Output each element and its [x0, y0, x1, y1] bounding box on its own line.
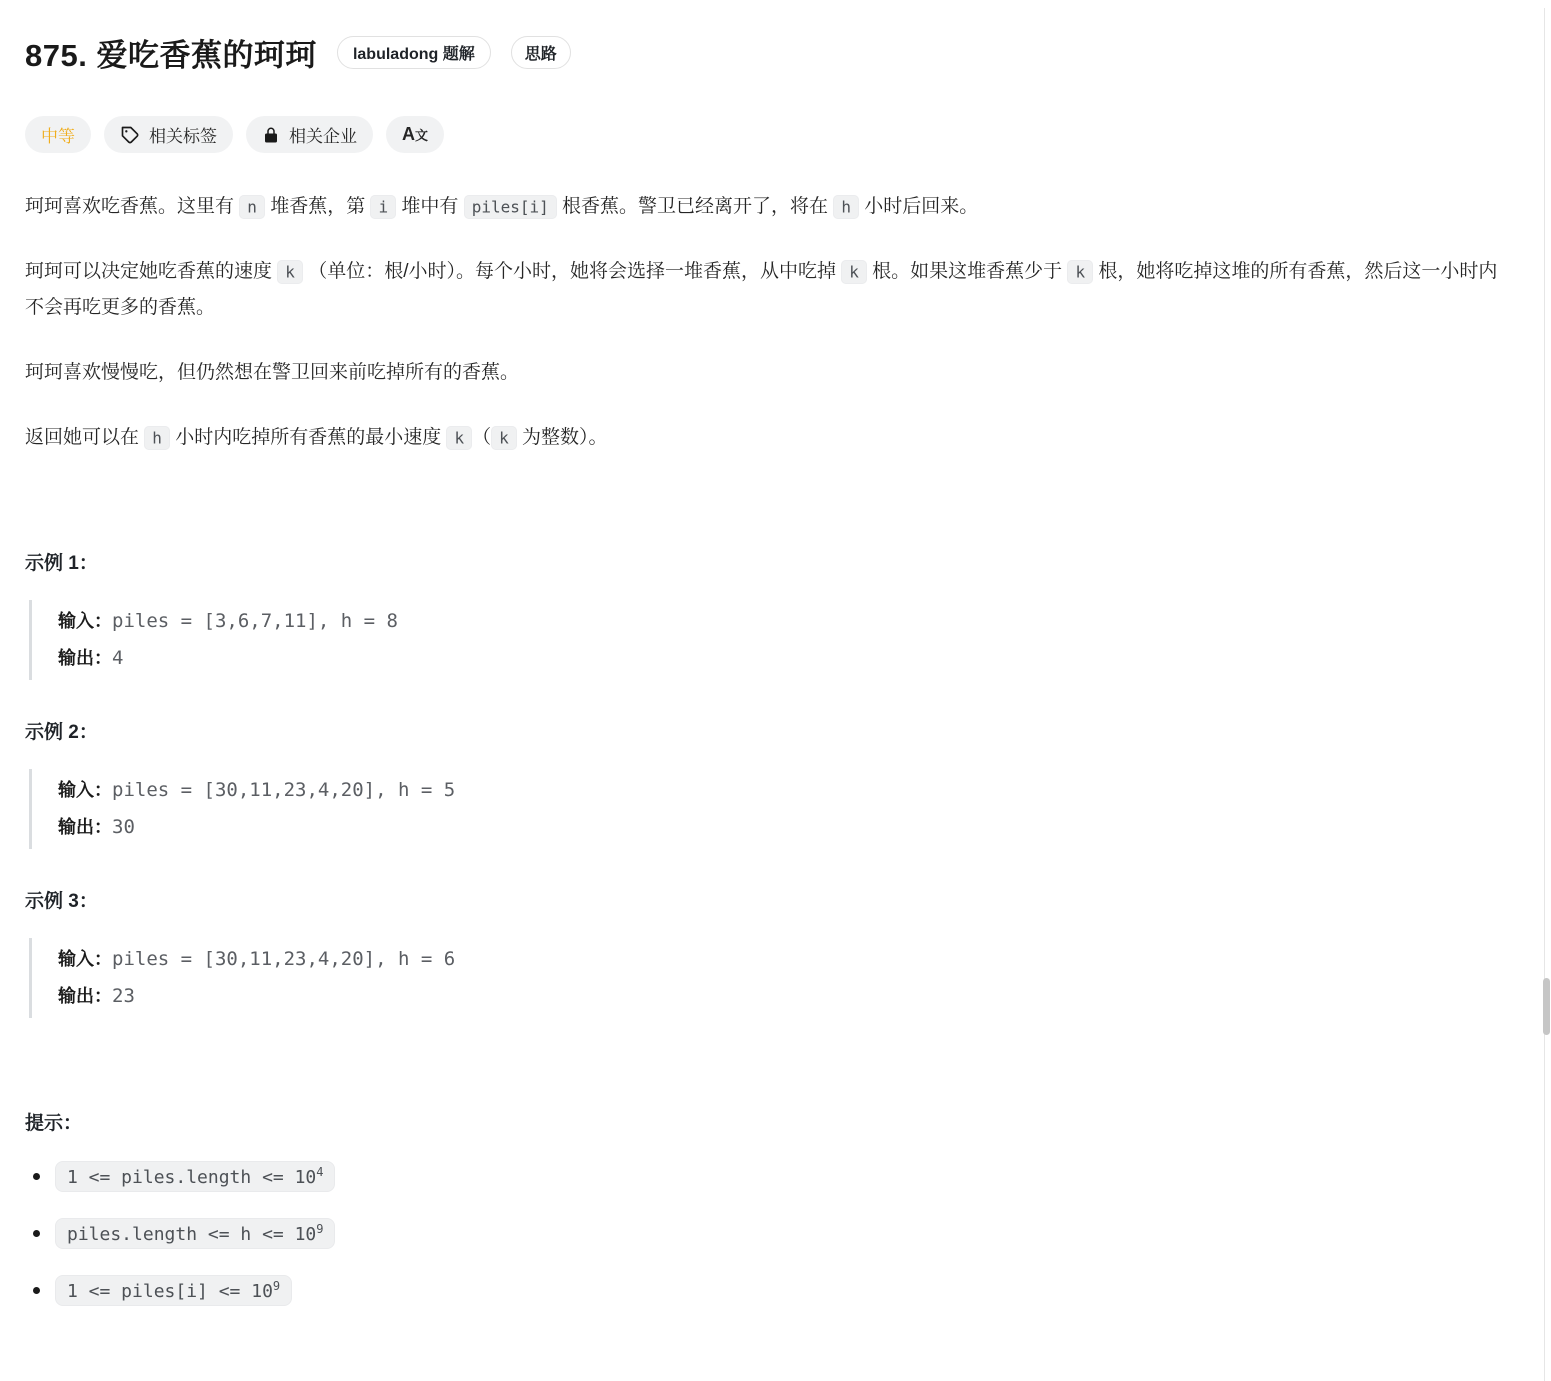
constraint-code: piles.length <= $h <= 10^9$ — [55, 1218, 335, 1249]
example-3-block — [29, 938, 1503, 1018]
example-1-output-line — [58, 640, 1503, 677]
example-1-block — [29, 600, 1503, 680]
page-title: 875. 爱吃香蕉的珂珂 — [25, 38, 317, 73]
input-value: piles = [30,11,23,4,20], h = 6 — [112, 948, 456, 970]
labuladong-solution-badge[interactable]: labuladong 题解 — [337, 36, 491, 69]
input-value: piles = [30,11,23,4,20], h = 5 — [112, 779, 456, 801]
statement-paragraph-2: 珂珂可以决定她吃香蕉的速度 k （单位：根/小时）。每个小时，她将会选择一堆香蕉，从中吃掉 k 根。如果这堆香蕉少于 k 根，她将吃掉这堆的所有香蕉，然后这一小时内不会再吃更多的香蕉。 — [25, 261, 1498, 318]
constraints-heading: 提示： — [25, 1113, 83, 1134]
lock-icon — [262, 126, 280, 144]
inline-code: k — [277, 260, 303, 284]
example-3-heading: 示例 3： — [25, 891, 98, 912]
example-2-heading: 示例 2： — [25, 722, 98, 743]
constraint-code: 1 <= piles[i] <= $10^9$ — [55, 1275, 292, 1306]
output-label: 输出： — [58, 648, 112, 668]
inline-code: piles[i] — [464, 195, 557, 219]
idea-badge[interactable]: 思路 — [511, 36, 571, 69]
constraint-item — [25, 1275, 1503, 1306]
example-2-input-line — [58, 772, 1503, 809]
inline-code: n — [239, 195, 265, 219]
statement-paragraph-4: 返回她可以在 h 小时内吃掉所有香蕉的最小速度 k （ k 为整数）。 — [25, 427, 608, 448]
difficulty-label: 中等 — [41, 127, 75, 146]
inline-code: k — [491, 426, 517, 450]
inline-code: k — [1067, 260, 1093, 284]
related-tags-button[interactable] — [104, 116, 233, 153]
example-2-block — [29, 769, 1503, 849]
example-2-output-line — [58, 809, 1503, 846]
output-label: 输出： — [58, 817, 112, 837]
output-value: 23 — [112, 985, 135, 1007]
input-label: 输入： — [58, 780, 112, 800]
inline-code: h — [144, 426, 170, 450]
meta-pills-row — [25, 116, 1503, 153]
input-label: 输入： — [58, 949, 112, 969]
related-companies-label: 相关企业 — [289, 127, 357, 146]
inline-code: i — [370, 195, 396, 219]
constraint-code: 1 <= piles.length <= $10^4$ — [55, 1161, 335, 1192]
statement-paragraph-3: 珂珂喜欢慢慢吃，但仍然想在警卫回来前吃掉所有的香蕉。 — [25, 362, 520, 383]
inline-code: k — [446, 426, 472, 450]
output-value: 30 — [112, 816, 135, 838]
tag-icon — [120, 125, 140, 145]
scrollbar-thumb[interactable] — [1543, 978, 1550, 1035]
example-1-heading: 示例 1： — [25, 553, 98, 574]
example-3-output-line — [58, 978, 1503, 1015]
constraint-item — [25, 1161, 1503, 1192]
related-companies-button[interactable] — [246, 116, 373, 153]
scrollbar-track[interactable] — [1544, 8, 1545, 1381]
related-tags-label: 相关标签 — [149, 127, 217, 146]
output-value: 4 — [112, 647, 124, 669]
inline-code: h — [833, 195, 859, 219]
constraint-item — [25, 1218, 1503, 1249]
difficulty-badge — [25, 116, 91, 153]
output-label: 输出： — [58, 986, 112, 1006]
title-row — [25, 30, 1503, 75]
input-value: piles = [3,6,7,11], h = 8 — [112, 610, 398, 632]
translate-icon: A文 — [402, 124, 429, 144]
translate-button[interactable] — [386, 116, 444, 153]
example-3-input-line — [58, 941, 1503, 978]
constraints-list — [25, 1161, 1503, 1306]
inline-code: k — [841, 260, 867, 284]
statement-paragraph-1: 珂珂喜欢吃香蕉。这里有 n 堆香蕉，第 i 堆中有 piles[i] 根香蕉。警卫已经离开了，将在 h 小时后回来。 — [25, 196, 979, 217]
example-1-input-line — [58, 603, 1503, 640]
input-label: 输入： — [58, 611, 112, 631]
problem-statement — [25, 189, 1503, 456]
